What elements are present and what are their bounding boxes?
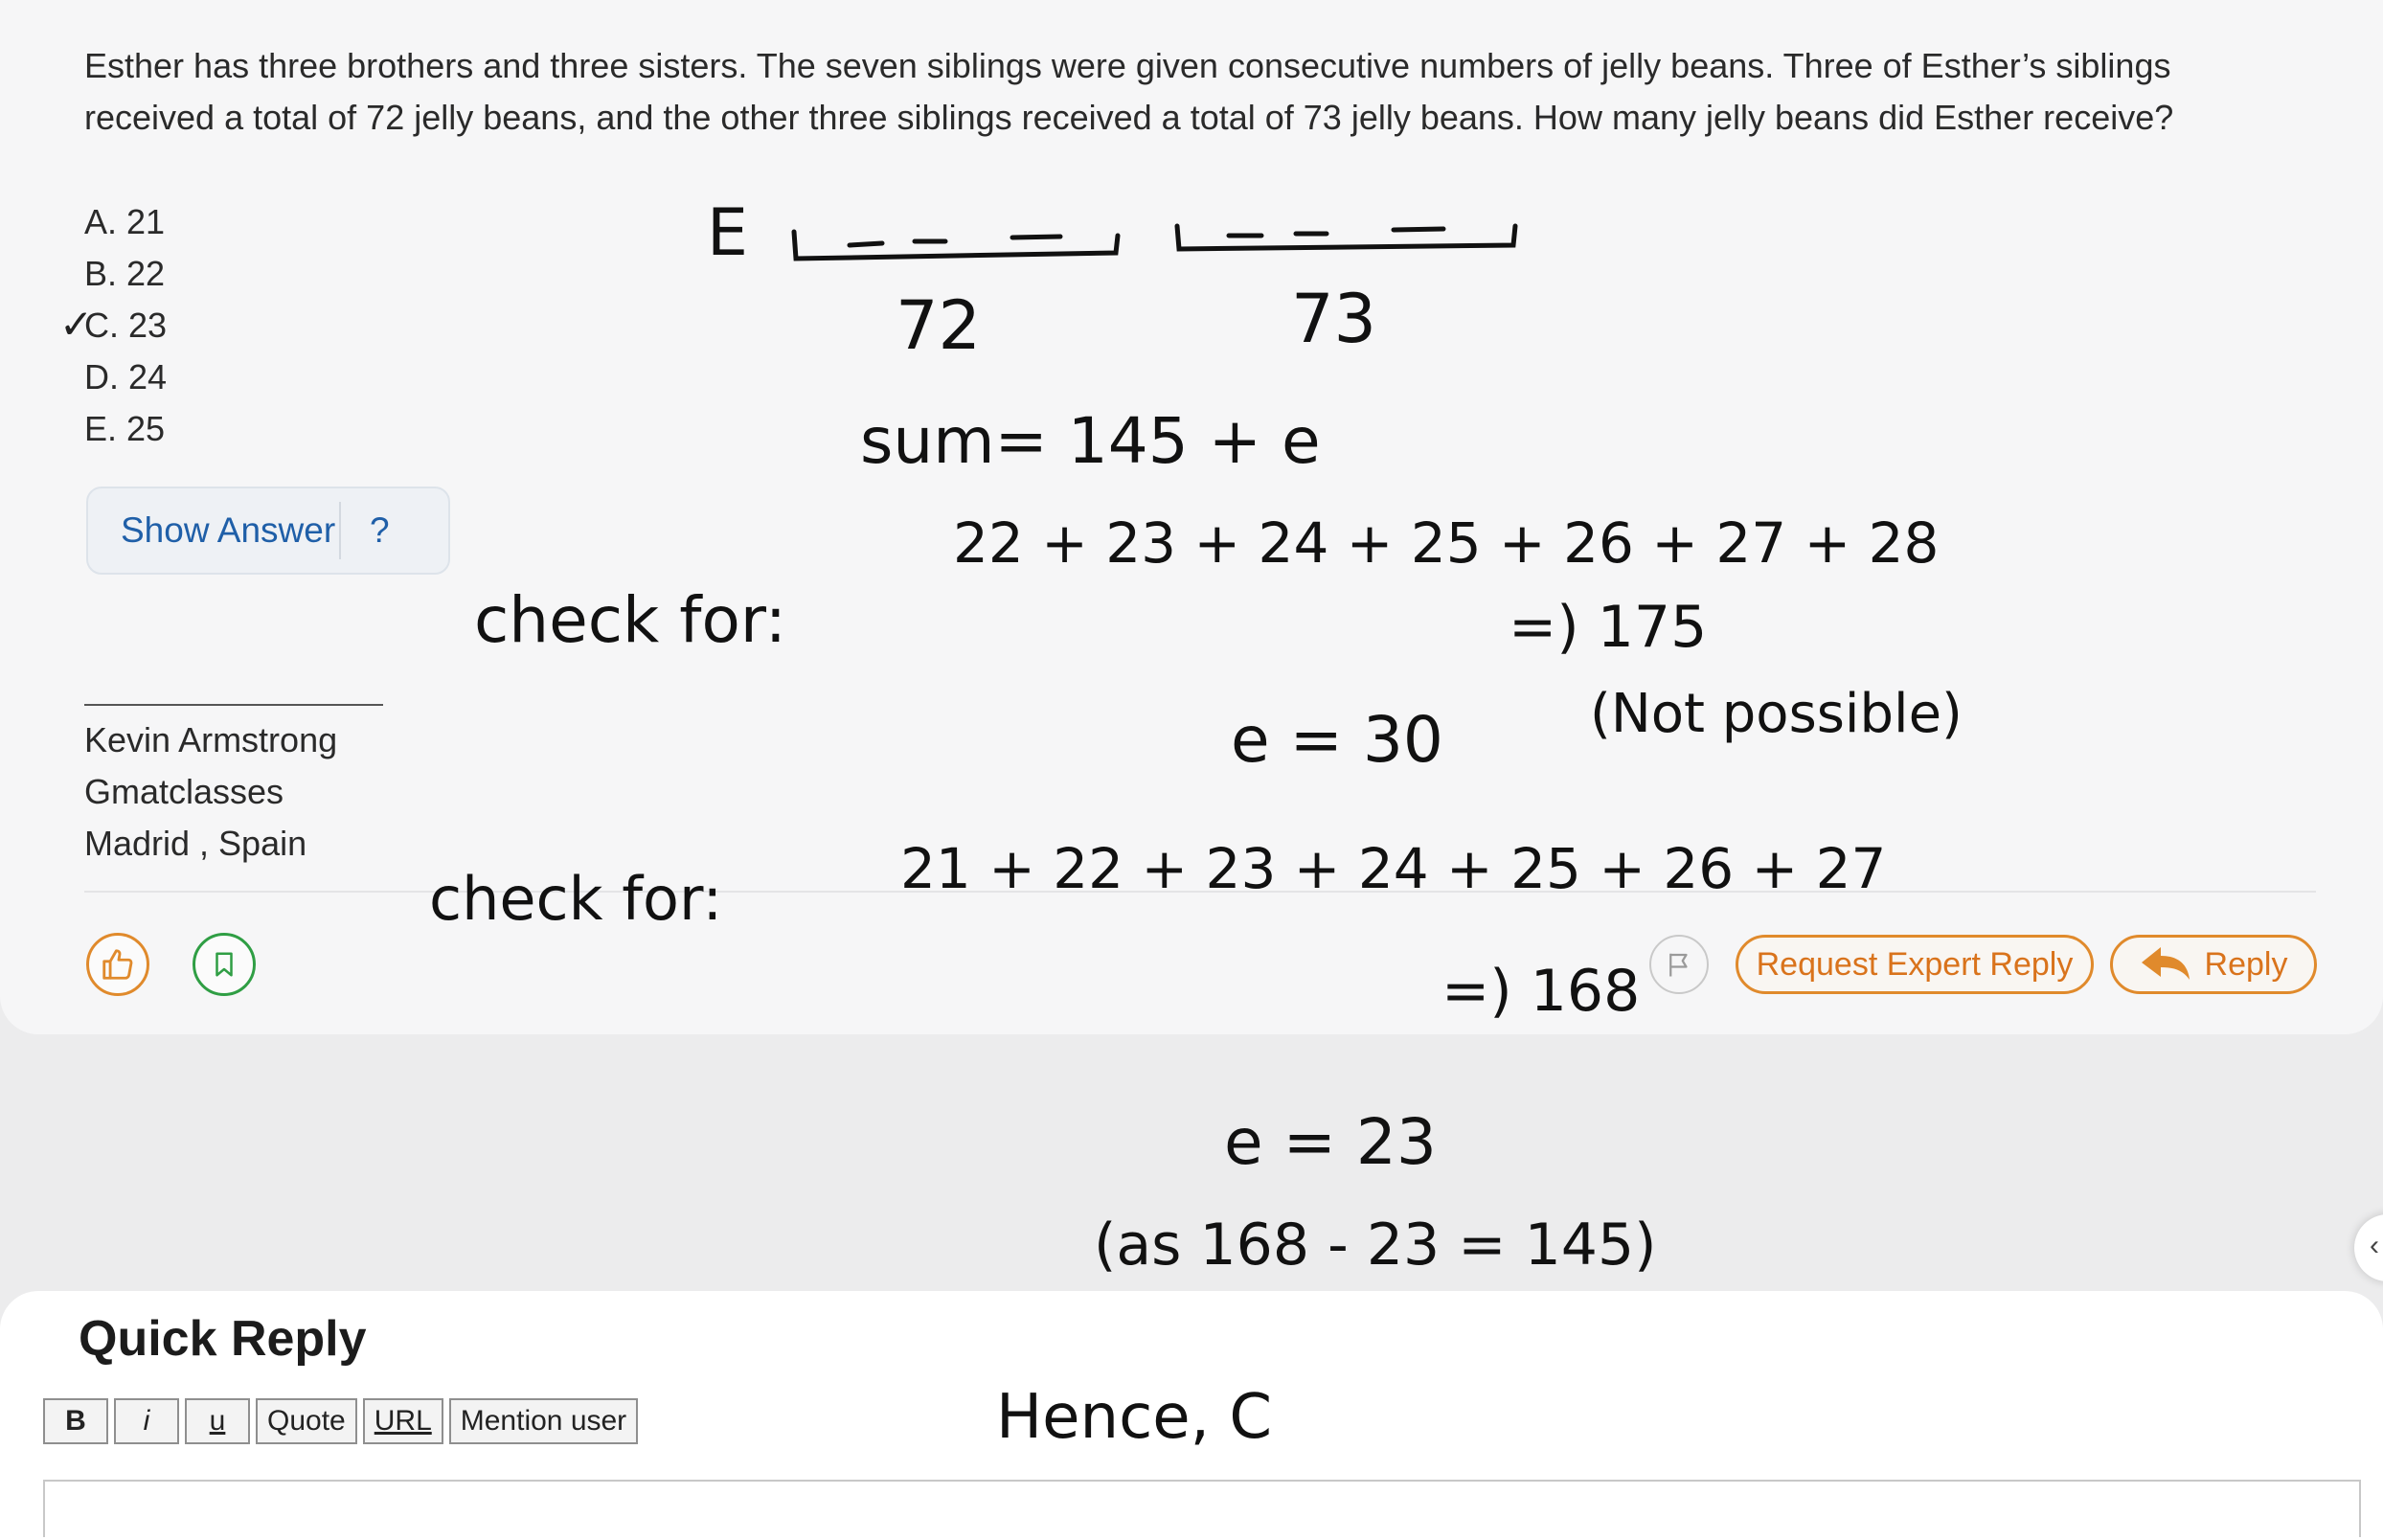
bookmark-icon bbox=[210, 948, 238, 981]
signature bbox=[84, 714, 337, 870]
signature-company: Gmatclasses bbox=[84, 772, 284, 811]
bold-button[interactable]: B bbox=[43, 1398, 108, 1444]
like-button[interactable] bbox=[86, 933, 149, 996]
reply-arrow-icon bbox=[2140, 945, 2191, 984]
hw-73: 73 bbox=[1291, 280, 1377, 358]
show-answer-label[interactable]: Show Answer bbox=[121, 510, 336, 550]
option-e: E. 25 bbox=[84, 409, 166, 448]
url-button[interactable]: URL bbox=[363, 1398, 443, 1444]
thumbs-up-icon bbox=[100, 946, 136, 983]
answer-options bbox=[84, 196, 167, 455]
option-a: A. 21 bbox=[84, 202, 166, 241]
editor-toolbar bbox=[43, 1398, 638, 1444]
flag-icon bbox=[1665, 949, 1693, 980]
question-text: Esther has three brothers and three sisters. The seven siblings were given consecutive numbers of jelly beans. Three of Esther’s siblings received a total of 72 jelly beans, and the other three siblings received a total of 73 jelly beans. How many jelly beans did Esther receive? bbox=[84, 46, 2174, 137]
request-expert-reply-button[interactable] bbox=[1736, 935, 2094, 994]
reply-label[interactable]: Reply bbox=[2204, 945, 2288, 983]
hw-hence: Hence, C bbox=[996, 1382, 1272, 1453]
scroll-to-top-button[interactable] bbox=[2354, 1214, 2383, 1281]
option-b: B. 22 bbox=[84, 254, 166, 293]
mention-user-button[interactable]: Mention user bbox=[449, 1398, 638, 1444]
hw-check1-result: =) 175 bbox=[1509, 594, 1708, 661]
hw-check1-expr: 22 + 23 + 24 + 25 + 26 + 27 + 28 bbox=[953, 510, 1940, 576]
signature-location: Madrid , Spain bbox=[84, 824, 307, 863]
reply-textarea[interactable] bbox=[43, 1480, 2361, 1537]
hw-check2-label: check for: bbox=[429, 864, 723, 934]
hw-e30: e = 30 bbox=[1231, 703, 1443, 777]
reply-button[interactable] bbox=[2110, 935, 2317, 994]
quick-reply-title: Quick Reply bbox=[79, 1311, 367, 1367]
option-c: C. 23 bbox=[84, 306, 168, 345]
bookmark-button[interactable] bbox=[193, 933, 256, 996]
help-icon[interactable]: ? bbox=[370, 510, 390, 550]
hw-check1-label: check for: bbox=[474, 583, 787, 657]
flag-button[interactable] bbox=[1649, 935, 1709, 994]
hw-not-possible: (Not possible) bbox=[1590, 683, 1963, 745]
quote-button[interactable]: Quote bbox=[256, 1398, 357, 1444]
chevron-icon: ‹ bbox=[2370, 1230, 2379, 1261]
hw-as-note: (as 168 - 23 = 145) bbox=[1094, 1212, 1657, 1279]
signature-rule bbox=[84, 704, 383, 706]
hw-e-label: E bbox=[707, 195, 748, 271]
italic-button[interactable]: i bbox=[114, 1398, 179, 1444]
hw-72: 72 bbox=[896, 286, 982, 365]
show-answer-button[interactable] bbox=[86, 487, 450, 575]
post-divider bbox=[84, 891, 2316, 893]
request-expert-reply-label[interactable]: Request Expert Reply bbox=[1756, 945, 2074, 983]
hw-check2-result: =) 168 bbox=[1441, 958, 1641, 1025]
underline-button[interactable]: u bbox=[185, 1398, 250, 1444]
hw-check2-expr: 21 + 22 + 23 + 24 + 25 + 26 + 27 bbox=[900, 836, 1887, 901]
hw-tick: ✓ bbox=[59, 301, 94, 348]
signature-name: Kevin Armstrong bbox=[84, 720, 338, 759]
hw-e23: e = 23 bbox=[1224, 1105, 1437, 1179]
option-d: D. 24 bbox=[84, 357, 168, 396]
hw-sum: sum= 145 + e bbox=[860, 404, 1321, 478]
